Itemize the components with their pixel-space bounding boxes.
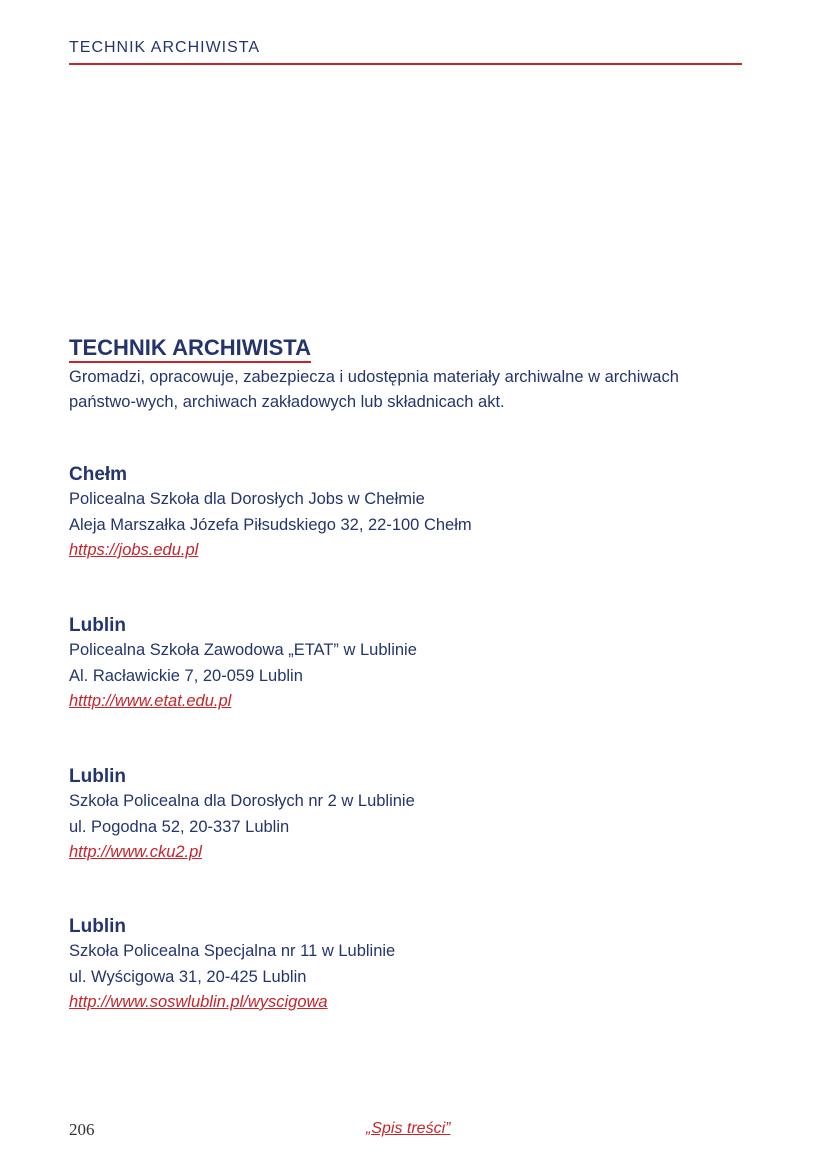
header-divider <box>69 63 742 65</box>
toc-link[interactable]: „Spis treści” <box>366 1120 451 1137</box>
school-entry <box>69 462 472 563</box>
entry-address: ul. Pogodna 52, 20-337 Lublin <box>69 817 290 836</box>
entry-address: Aleja Marszałka Józefa Piłsudskiego 32, 22-100 Chełm <box>69 515 472 534</box>
entry-school: Policealna Szkoła dla Dorosłych Jobs w Chełmie <box>69 490 425 509</box>
school-entry <box>69 764 415 865</box>
entry-address: ul. Wyścigowa 31, 20-425 Lublin <box>69 967 307 986</box>
entry-city: Chełm <box>69 464 128 485</box>
entry-school: Szkoła Policealna Specjalna nr 11 w Lublinie <box>69 942 396 961</box>
entry-link[interactable]: http://www.cku2.pl <box>69 842 202 861</box>
entry-school: Policealna Szkoła Zawodowa „ETAT” w Lublinie <box>69 641 417 660</box>
entry-address: Al. Racławickie 7, 20-059 Lublin <box>69 666 303 685</box>
entry-link[interactable]: https://jobs.edu.pl <box>69 540 199 559</box>
page-number: 206 <box>69 1120 95 1139</box>
entry-city: Lublin <box>69 615 126 636</box>
school-entry <box>69 914 395 1015</box>
entry-school: Szkoła Policealna dla Dorosłych nr 2 w Lublinie <box>69 792 415 811</box>
entry-city: Lublin <box>69 766 126 787</box>
section-description: Gromadzi, opracowuje, zabezpiecza i udostępnia materiały archiwalne w archiwach państwo-wych, archiwach zakładowych lub składnicach akt. <box>69 368 679 411</box>
entry-link[interactable]: http://www.soswlublin.pl/wyscigowa <box>69 992 328 1011</box>
entry-link[interactable]: htttp://www.etat.edu.pl <box>69 691 232 710</box>
running-header: TECHNIK ARCHIWISTA <box>69 39 261 56</box>
school-entry <box>69 613 417 714</box>
entry-city: Lublin <box>69 916 126 937</box>
section-title: TECHNIK ARCHIWISTA <box>69 335 311 363</box>
